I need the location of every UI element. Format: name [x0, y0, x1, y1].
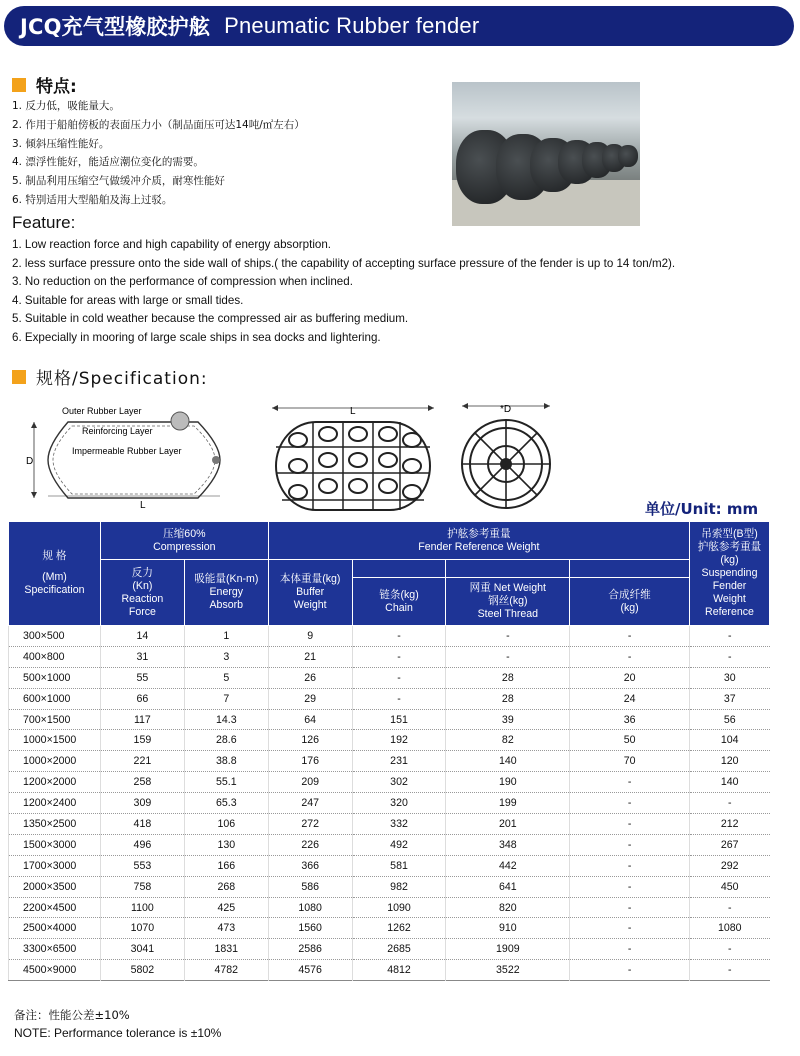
diagram-l-label: L	[140, 500, 146, 511]
list-item: 3. 倾斜压缩性能好。	[12, 137, 110, 150]
list-item: 5. Suitable in cold weather because the compressed air as buffering medium.	[12, 312, 409, 326]
table-row	[9, 709, 770, 730]
col-chain: 链条(kg) Chain	[352, 578, 446, 626]
list-item: 3. No reduction on the performance of compression when inclined.	[12, 275, 353, 289]
table-cell: -	[570, 960, 690, 981]
col-synthetic: 合成纤维 (kg)	[570, 578, 690, 626]
table-cell: -	[570, 939, 690, 960]
diagram-d-label: D	[26, 456, 34, 467]
table-cell: -	[689, 897, 769, 918]
outer-layer-label: Outer Rubber Layer	[62, 406, 142, 416]
table-cell: 126	[268, 730, 352, 751]
table-cell: 982	[352, 876, 446, 897]
table-cell: 14	[100, 626, 184, 647]
table-row	[9, 626, 770, 647]
table-cell: 3041	[100, 939, 184, 960]
table-cell: 2500×4000	[9, 918, 101, 939]
table-cell: 31	[100, 646, 184, 667]
col-reaction: 反力 (Kn) Reaction Force	[100, 560, 184, 626]
table-cell: 7	[184, 688, 268, 709]
table-row	[9, 876, 770, 897]
table-row	[9, 730, 770, 751]
features-cn-heading	[12, 72, 77, 97]
table-cell: 20	[570, 667, 690, 688]
table-row	[9, 918, 770, 939]
table-cell: 1831	[184, 939, 268, 960]
table-cell: 4500×9000	[9, 960, 101, 981]
table-cell: 1000×2000	[9, 751, 101, 772]
col-energy: 吸能量(Kn-m) Energy Absorb	[184, 560, 268, 626]
table-cell: -	[689, 939, 769, 960]
table-row	[9, 897, 770, 918]
table-cell: 492	[352, 834, 446, 855]
table-cell: 268	[184, 876, 268, 897]
table-cell: -	[689, 793, 769, 814]
table-cell: 28	[446, 667, 570, 688]
table-cell: -	[570, 897, 690, 918]
table-cell: 1000×1500	[9, 730, 101, 751]
table-cell: 166	[184, 855, 268, 876]
table-cell: 106	[184, 814, 268, 835]
table-cell: 1100	[100, 897, 184, 918]
table-cell: 9	[268, 626, 352, 647]
section-marker-icon	[12, 78, 26, 92]
table-cell: 309	[100, 793, 184, 814]
table-cell: 176	[268, 751, 352, 772]
table-cell: 5802	[100, 960, 184, 981]
table-cell: 496	[100, 834, 184, 855]
table-cell: 553	[100, 855, 184, 876]
table-cell: 418	[100, 814, 184, 835]
table-cell: 1080	[689, 918, 769, 939]
table-cell: 400×800	[9, 646, 101, 667]
table-row	[9, 688, 770, 709]
list-item: 1. 反力低，吸能量大。	[12, 100, 120, 112]
table-cell: 1200×2000	[9, 772, 101, 793]
table-cell: 151	[352, 709, 446, 730]
table-cell: -	[570, 918, 690, 939]
table-cell: 1	[184, 626, 268, 647]
table-cell: 82	[446, 730, 570, 751]
list-item: 4. Suitable for areas with large or small tides.	[12, 293, 244, 307]
table-cell: 29	[268, 688, 352, 709]
title-en: Pneumatic Rubber fender	[224, 13, 480, 38]
table-cell: 700×1500	[9, 709, 101, 730]
title-bar	[4, 6, 794, 46]
table-cell: -	[570, 876, 690, 897]
note-cn: 备注：性能公差±10%	[14, 1008, 130, 1022]
col-net-weight: 网重 Net Weight 钢丝(kg) Steel Thread	[446, 578, 570, 626]
table-cell: 425	[184, 897, 268, 918]
list-item: 1. Low reaction force and high capability of energy absorption.	[12, 238, 332, 251]
table-cell: -	[570, 646, 690, 667]
table-row	[9, 960, 770, 981]
table-row	[9, 814, 770, 835]
table-cell: 37	[689, 688, 769, 709]
table-cell: 104	[689, 730, 769, 751]
table-cell: 600×1000	[9, 688, 101, 709]
spec-heading-text: 规格/Specification:	[36, 369, 208, 389]
table-cell: 24	[570, 688, 690, 709]
table-cell: 3300×6500	[9, 939, 101, 960]
table-row	[9, 939, 770, 960]
table-cell: 28.6	[184, 730, 268, 751]
spec-heading	[12, 364, 208, 389]
table-cell: 641	[446, 876, 570, 897]
table-cell: -	[570, 855, 690, 876]
table-cell: 300×500	[9, 626, 101, 647]
table-cell: -	[570, 772, 690, 793]
table-cell: 332	[352, 814, 446, 835]
table-cell: 1909	[446, 939, 570, 960]
table-cell: 140	[689, 772, 769, 793]
table-cell: 586	[268, 876, 352, 897]
table-cell: 4812	[352, 960, 446, 981]
table-cell: 1560	[268, 918, 352, 939]
table-cell: 302	[352, 772, 446, 793]
table-cell: 258	[100, 772, 184, 793]
table-cell: 1090	[352, 897, 446, 918]
table-cell: 14.3	[184, 709, 268, 730]
table-cell: 1500×3000	[9, 834, 101, 855]
table-cell: 581	[352, 855, 446, 876]
table-cell: 2586	[268, 939, 352, 960]
table-cell: 38.8	[184, 751, 268, 772]
features-cn-list	[12, 97, 305, 210]
table-cell: 3	[184, 646, 268, 667]
list-item: 5. 制品利用压缩空气做缓冲介质，耐寒性能好	[12, 175, 225, 188]
table-cell: 199	[446, 793, 570, 814]
table-cell: 70	[570, 751, 690, 772]
col-buffer: 本体重量(kg) Buffer Weight	[268, 560, 352, 626]
list-item: 6. 特别适用大型船舶及海上过驳。	[12, 193, 173, 206]
table-cell: 473	[184, 918, 268, 939]
table-cell: 192	[352, 730, 446, 751]
table-cell: 910	[446, 918, 570, 939]
list-item: 6. Expecially in mooring of large scale ships in sea docks and lightering.	[12, 330, 381, 344]
table-cell: 55	[100, 667, 184, 688]
table-cell: -	[570, 834, 690, 855]
table-cell: 66	[100, 688, 184, 709]
table-cell: -	[446, 626, 570, 647]
list-item: 2. less surface pressure onto the side wall of ships.( the capability of accepting surface pressure of the fender is up to 14 ton/m2).	[12, 256, 676, 270]
table-row	[9, 772, 770, 793]
table-cell: -	[352, 646, 446, 667]
table-cell: 1080	[268, 897, 352, 918]
side-view-l-label: L	[350, 406, 356, 417]
table-cell: 820	[446, 897, 570, 918]
table-cell: 36	[570, 709, 690, 730]
table-cell: 1350×2500	[9, 814, 101, 835]
table-row	[9, 751, 770, 772]
table-cell: 130	[184, 834, 268, 855]
table-cell: 247	[268, 793, 352, 814]
end-view-diagram	[456, 400, 556, 520]
table-cell: 226	[268, 834, 352, 855]
table-cell: 4576	[268, 960, 352, 981]
side-view-diagram	[262, 400, 442, 520]
features-en-list	[12, 236, 675, 348]
table-cell: 64	[268, 709, 352, 730]
table-cell: -	[689, 646, 769, 667]
table-cell: 212	[689, 814, 769, 835]
note-en: NOTE: Performance tolerance is ±10%	[14, 1026, 222, 1040]
table-cell: 2200×4500	[9, 897, 101, 918]
table-row	[9, 855, 770, 876]
table-cell: 56	[689, 709, 769, 730]
table-cell: -	[446, 646, 570, 667]
table-cell: 267	[689, 834, 769, 855]
table-cell: 4782	[184, 960, 268, 981]
table-cell: 65.3	[184, 793, 268, 814]
table-cell: 348	[446, 834, 570, 855]
table-cell: -	[689, 960, 769, 981]
table-cell: 159	[100, 730, 184, 751]
table-cell: 320	[352, 793, 446, 814]
table-cell: 1070	[100, 918, 184, 939]
table-cell: 39	[446, 709, 570, 730]
table-cell: 272	[268, 814, 352, 835]
spec-table	[8, 521, 770, 981]
reinforcing-layer-label: Reinforcing Layer	[82, 426, 153, 436]
fender-photo	[452, 82, 640, 226]
table-row	[9, 646, 770, 667]
table-cell: 450	[689, 876, 769, 897]
table-cell: 221	[100, 751, 184, 772]
table-cell: 3522	[446, 960, 570, 981]
table-cell: 190	[446, 772, 570, 793]
list-item: 4. 漂浮性能好，能适应潮位变化的需要。	[12, 156, 204, 169]
table-cell: 120	[689, 751, 769, 772]
table-row	[9, 793, 770, 814]
title-cn: JCQ充气型橡胶护舷	[20, 15, 211, 39]
table-cell: 231	[352, 751, 446, 772]
table-cell: 201	[446, 814, 570, 835]
table-cell: 2685	[352, 939, 446, 960]
table-cell: -	[570, 793, 690, 814]
table-cell: -	[352, 667, 446, 688]
table-cell: 292	[689, 855, 769, 876]
table-cell: -	[570, 626, 690, 647]
table-cell: 26	[268, 667, 352, 688]
table-cell: -	[689, 626, 769, 647]
table-cell: 442	[446, 855, 570, 876]
table-cell: 140	[446, 751, 570, 772]
table-cell: 55.1	[184, 772, 268, 793]
unit-label: 单位/Unit: mm	[645, 500, 759, 518]
impermeable-layer-label: Impermeable Rubber Layer	[72, 446, 182, 456]
features-cn-heading-text: 特点:	[36, 77, 77, 97]
table-cell: 758	[100, 876, 184, 897]
table-cell: 30	[689, 667, 769, 688]
col-compression: 压缩60% Compression	[100, 522, 268, 560]
table-cell: 366	[268, 855, 352, 876]
features-en-heading	[12, 213, 75, 233]
table-cell: 1200×2400	[9, 793, 101, 814]
features-en-heading-text: Feature:	[12, 213, 76, 232]
table-cell: 1700×3000	[9, 855, 101, 876]
table-cell: -	[570, 814, 690, 835]
section-marker-icon	[12, 370, 26, 384]
table-cell: -	[352, 688, 446, 709]
table-row	[9, 667, 770, 688]
table-cell: 117	[100, 709, 184, 730]
table-cell: 500×1000	[9, 667, 101, 688]
col-spec: 规 格 (Mm) Specification	[9, 522, 101, 626]
col-suspend: 吊索型(B型) 护舷参考重量 (kg) Suspending Fender Weight Reference	[689, 522, 769, 626]
table-cell: 5	[184, 667, 268, 688]
table-cell: -	[352, 626, 446, 647]
layer-diagram	[20, 400, 240, 515]
table-cell: 28	[446, 688, 570, 709]
list-item: 2. 作用于船舶傍板的表面压力小（制品面压可达14吨/㎡左右）	[12, 118, 305, 131]
table-cell: 2000×3500	[9, 876, 101, 897]
table-cell: 1262	[352, 918, 446, 939]
table-cell: 21	[268, 646, 352, 667]
end-view-d-label: *D	[500, 404, 512, 415]
col-fender-weight: 护舷参考重量 Fender Reference Weight	[268, 522, 689, 560]
table-cell: 209	[268, 772, 352, 793]
table-row	[9, 834, 770, 855]
table-cell: 50	[570, 730, 690, 751]
